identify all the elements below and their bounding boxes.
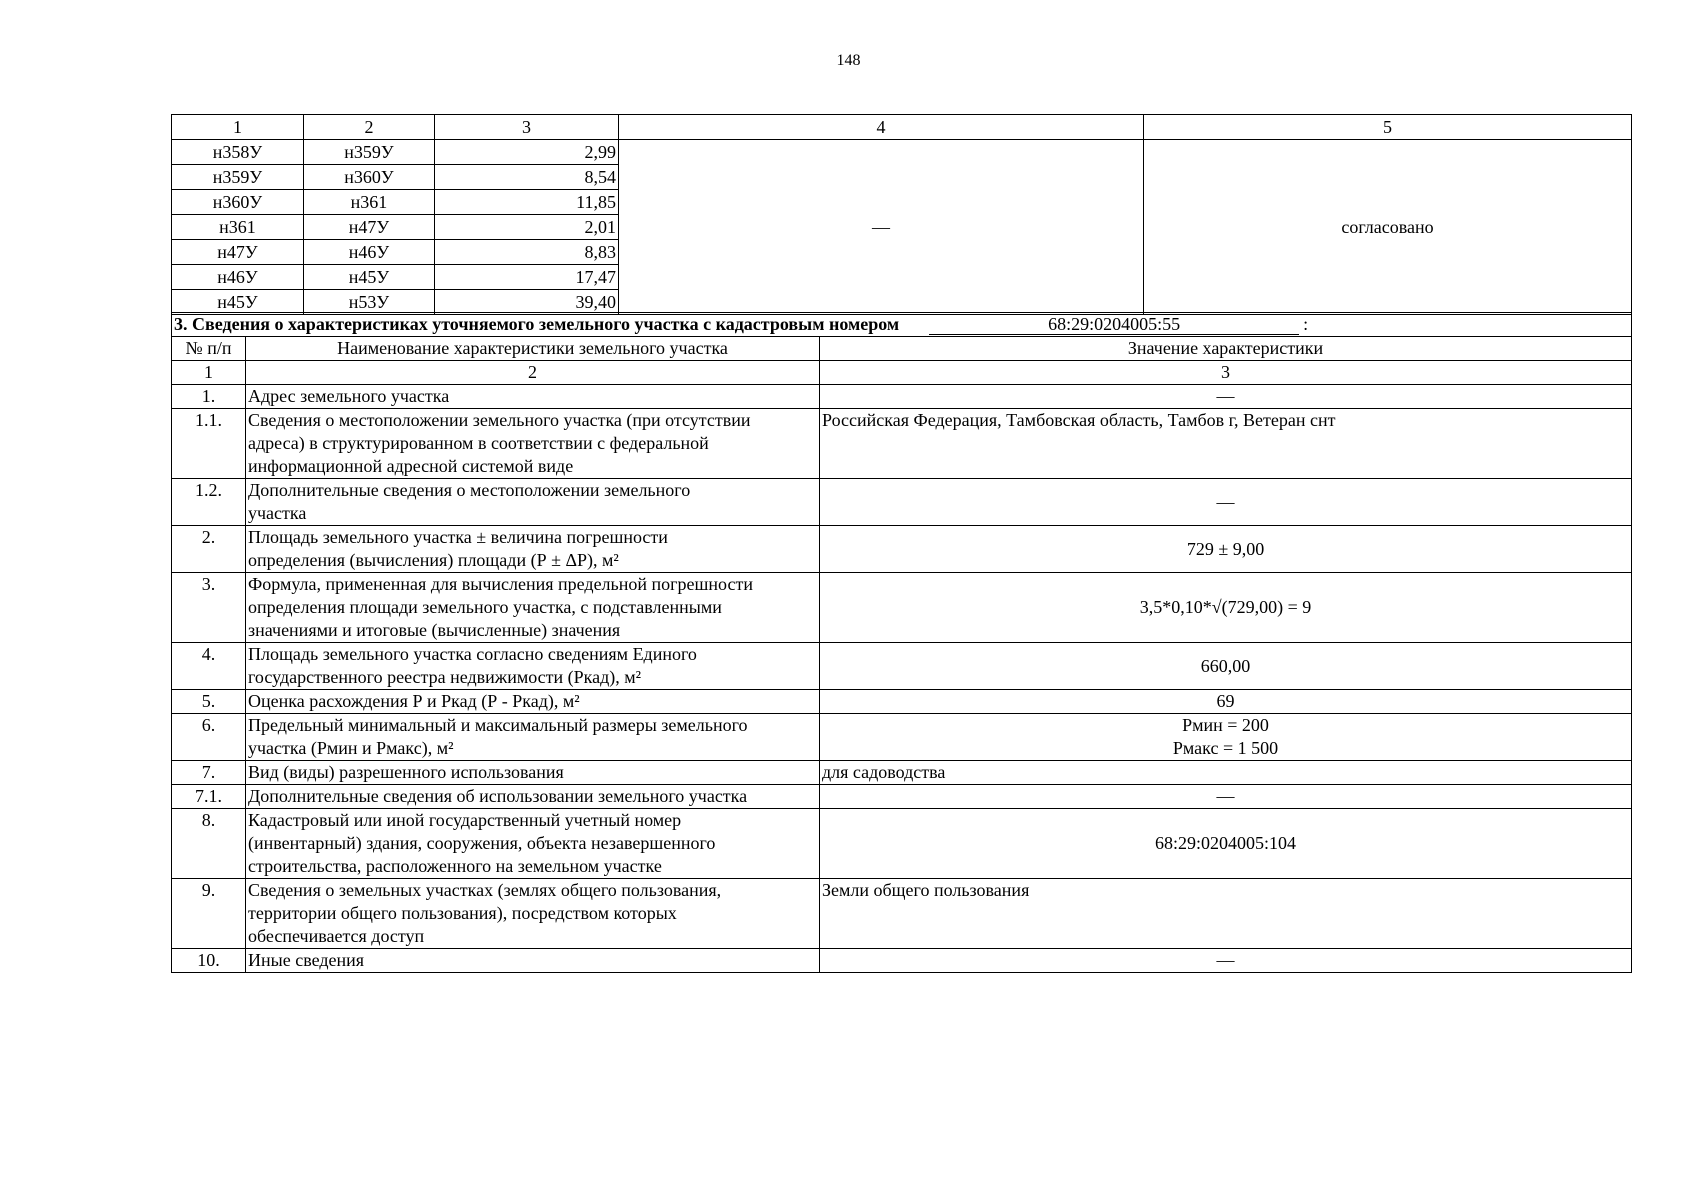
point-from: н47У [172, 240, 304, 265]
characteristic-value [820, 385, 1632, 409]
table-row [172, 949, 1632, 973]
approval-status: согласовано [1144, 140, 1632, 315]
segment-length: 17,47 [435, 265, 619, 290]
characteristic-name [246, 761, 820, 785]
segment-length: 11,85 [435, 190, 619, 215]
characteristics-rows [172, 385, 1632, 973]
point-to: н46У [304, 240, 435, 265]
characteristic-name-line: Сведения о земельных участках (землях общего пользования, [248, 880, 722, 900]
characteristic-name-line: Вид (виды) разрешенного использования [248, 762, 564, 782]
point-to: н53У [304, 290, 435, 315]
characteristic-value-line: 69 [1216, 691, 1235, 711]
characteristic-name [246, 690, 820, 714]
characteristic-name-line: Сведения о местоположении земельного участка (при отсутствии [248, 410, 751, 430]
characteristic-value [820, 526, 1632, 573]
characteristic-name-line: Дополнительные сведения об использовании земельного участка [248, 786, 748, 806]
row-number: 2. [172, 526, 246, 573]
index-cell: 3 [820, 361, 1632, 385]
characteristic-name [246, 714, 820, 761]
characteristic-name-line: значениями и итоговые (вычисленные) значения [248, 620, 621, 640]
characteristic-value-line: Российская Федерация, Тамбовская область, Тамбов г, Ветеран снт [822, 410, 1336, 430]
characteristic-value [820, 761, 1632, 785]
characteristic-name [246, 809, 820, 879]
col4-merged-value: — [619, 140, 1144, 315]
row-number: 7. [172, 761, 246, 785]
characteristic-value [820, 409, 1632, 479]
point-from: н46У [172, 265, 304, 290]
characteristic-name-line: адреса) в структурированном в соответствии с федеральной [248, 433, 709, 453]
characteristic-value-line: 3,5*0,10*√(729,00) = 9 [1139, 597, 1312, 617]
table-row [172, 643, 1632, 690]
cadastral-number: 68:29:0204005:55 [929, 314, 1299, 335]
characteristic-name-line: Иные сведения [248, 950, 365, 970]
characteristic-value [820, 785, 1632, 809]
point-from: н360У [172, 190, 304, 215]
characteristic-name [246, 643, 820, 690]
header-cell: 2 [304, 115, 435, 140]
characteristic-value-line: — [1216, 386, 1235, 406]
characteristic-name [246, 409, 820, 479]
characteristic-name-line: государственного реестра недвижимости (Ркад), м² [248, 667, 642, 687]
characteristic-name-line: Адрес земельного участка [248, 386, 450, 406]
characteristic-name-line: строительства, расположенного на земельном участке [248, 856, 662, 876]
parcel-characteristics-table [171, 312, 1632, 973]
table-row [172, 526, 1632, 573]
point-to: н45У [304, 265, 435, 290]
table-row [172, 690, 1632, 714]
characteristic-name-line: участка (Рмин и Рмакс), м² [248, 738, 454, 758]
characteristic-value-line: Рмин = 200 [1182, 715, 1269, 735]
characteristic-value-line: для садоводства [822, 762, 946, 782]
point-from: н358У [172, 140, 304, 165]
characteristic-value-line: 729 ± 9,00 [1186, 538, 1265, 559]
characteristic-name-line: обеспечивается доступ [248, 926, 425, 946]
section-title [172, 313, 1632, 337]
characteristic-name [246, 385, 820, 409]
row-number: 3. [172, 573, 246, 643]
table-row [172, 573, 1632, 643]
characteristic-value-line: 660,00 [1200, 655, 1251, 676]
row-number: 1.2. [172, 479, 246, 526]
characteristic-name [246, 785, 820, 809]
characteristic-value [820, 643, 1632, 690]
characteristic-value-line: — [1216, 950, 1235, 970]
point-to: н47У [304, 215, 435, 240]
header-num: № п/п [172, 337, 246, 361]
table-row [172, 409, 1632, 479]
characteristic-name [246, 573, 820, 643]
characteristic-name-line: определения (вычисления) площади (Р ± ΔР), м² [248, 550, 619, 570]
table-row [172, 385, 1632, 409]
section-title-text: 3. Сведения о характеристиках уточняемого земельного участка с кадастровым номером [174, 314, 900, 334]
characteristic-name [246, 879, 820, 949]
header-value: Значение характеристики [820, 337, 1632, 361]
segment-length: 2,99 [435, 140, 619, 165]
characteristic-name-line: территории общего пользования), посредством которых [248, 903, 677, 923]
table-header-row [172, 115, 1632, 140]
characteristic-value [820, 809, 1632, 879]
characteristic-name-line: Оценка расхождения Р и Ркад (Р - Ркад), м² [248, 691, 580, 711]
characteristic-name-line: информационной адресной системой виде [248, 456, 574, 476]
page-number: 148 [836, 52, 861, 69]
header-name: Наименование характеристики земельного участка [246, 337, 820, 361]
table-row [172, 809, 1632, 879]
index-cell: 1 [172, 361, 246, 385]
row-number: 5. [172, 690, 246, 714]
characteristic-name-line: Площадь земельного участка согласно сведениям Единого [248, 644, 697, 664]
table-row [172, 714, 1632, 761]
characteristic-value [820, 479, 1632, 526]
table-row [172, 761, 1632, 785]
characteristic-name-line: Предельный минимальный и максимальный размеры земельного [248, 715, 748, 735]
characteristic-name-line: Кадастровый или иной государственный учетный номер [248, 810, 682, 830]
table-row [172, 879, 1632, 949]
row-number: 7.1. [172, 785, 246, 809]
characteristic-name-line: определения площади земельного участка, с подставленными [248, 597, 722, 617]
characteristic-value-line: — [1216, 491, 1235, 512]
row-number: 1.1. [172, 409, 246, 479]
characteristic-name [246, 479, 820, 526]
header-cell: 5 [1144, 115, 1632, 140]
point-from: н359У [172, 165, 304, 190]
row-number: 10. [172, 949, 246, 973]
boundary-segments-table [171, 114, 1632, 315]
characteristic-name-line: Формула, примененная для вычисления предельной погрешности [248, 574, 753, 594]
section-title-end: : [1303, 314, 1309, 334]
characteristic-name-line: (инвентарный) здания, сооружения, объекта незавершенного [248, 833, 716, 853]
row-number: 4. [172, 643, 246, 690]
characteristic-name-line: Дополнительные сведения о местоположении земельного [248, 480, 691, 500]
point-from: н45У [172, 290, 304, 315]
segment-length: 2,01 [435, 215, 619, 240]
characteristic-value-line: Рмакс = 1 500 [1172, 738, 1279, 758]
row-number: 9. [172, 879, 246, 949]
segment-length: 39,40 [435, 290, 619, 315]
characteristic-value [820, 949, 1632, 973]
header-cell: 4 [619, 115, 1144, 140]
header-cell: 3 [435, 115, 619, 140]
characteristic-value-line: Земли общего пользования [822, 880, 1030, 900]
characteristic-name [246, 526, 820, 573]
characteristic-value [820, 690, 1632, 714]
row-number: 8. [172, 809, 246, 879]
header-cell: 1 [172, 115, 304, 140]
characteristic-value-line: 68:29:0204005:104 [1155, 833, 1297, 853]
section-title-row [172, 313, 1632, 337]
characteristic-value [820, 573, 1632, 643]
table-row [172, 785, 1632, 809]
point-to: н359У [304, 140, 435, 165]
segment-length: 8,83 [435, 240, 619, 265]
characteristic-name-line: участка [248, 503, 307, 523]
table-row [172, 479, 1632, 526]
column-index-row [172, 361, 1632, 385]
point-from: н361 [172, 215, 304, 240]
row-number: 1. [172, 385, 246, 409]
characteristic-value [820, 714, 1632, 761]
table-row [172, 140, 1632, 165]
characteristic-value-line: — [1216, 786, 1235, 806]
characteristic-name-line: Площадь земельного участка ± величина погрешности [248, 527, 668, 547]
table-header-row [172, 337, 1632, 361]
characteristic-name [246, 949, 820, 973]
point-to: н361 [304, 190, 435, 215]
point-to: н360У [304, 165, 435, 190]
index-cell: 2 [246, 361, 820, 385]
row-number: 6. [172, 714, 246, 761]
segment-length: 8,54 [435, 165, 619, 190]
characteristic-value [820, 879, 1632, 949]
